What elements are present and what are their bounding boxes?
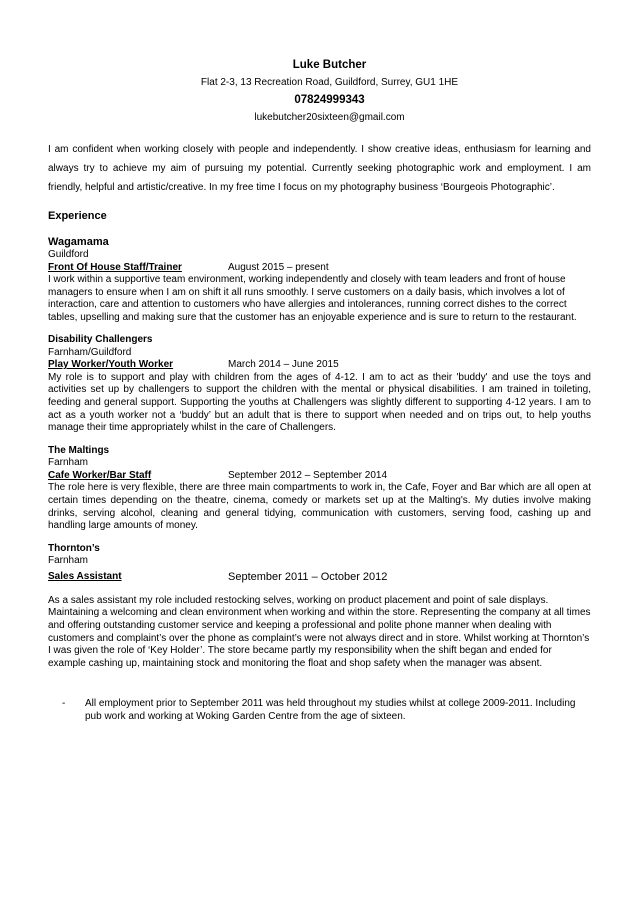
job-description: I work within a supportive team environment, working independently and closely with team leaders and front of house managers to ensure when I am on shift it all runs smoothly. I serve customers on a daily basis, which involves a lot of interaction, care and attention to customers who have allergies and intolerances, running correct dishes to the correct tables, upselling and making sure that the customer has an enjoyable experience and is sure to return to the restaurant. <box>48 274 577 323</box>
note-text: All employment prior to September 2011 was held throughout my studies whilst at college 2009-2011. Including pub work and working at Woking Garden Centre from the age of sixteen. <box>85 698 576 722</box>
job-entry <box>48 235 591 324</box>
job-role-line <box>48 570 591 584</box>
candidate-phone: 07824999343 <box>294 94 365 106</box>
job-role-line <box>48 262 591 275</box>
job-role: Cafe Worker/Bar Staff <box>48 469 152 481</box>
job-dates: March 2014 – June 2015 <box>228 359 339 371</box>
job-employer: The Maltings <box>48 444 110 456</box>
job-role: Play Worker/Youth Worker <box>48 359 174 371</box>
candidate-email: lukebutcher20sixteen@gmail.com <box>254 112 405 123</box>
job-description: The role here is very flexible, there are three main compartments to work in, the Cafe, Foyer and Bar which are all open at certain times depending on the theatre, cinema, comedy or markets set up at the Malting's. My duties involve making drinks, serving alcohol, cleaning and general tidying, communication with customers, serving food, cashing up and handling large amounts of money. <box>48 482 591 532</box>
job-role-line <box>48 470 591 483</box>
employment-note <box>48 698 591 723</box>
job-location: Guildford <box>48 249 89 260</box>
candidate-name: Luke Butcher <box>292 59 367 71</box>
job-description: My role is to support and play with children from the ages of 4-12. I am to act as their 'buddy' and use the toys and activities set up by challengers to support the children with the mental or physical disabilities. I am trained in toileting, feeding and general support. Supporting the youths at Challengers was slightly different to supporting 4-12 years. I am to act as a youth worker not a ‘buddy’ but an adult that is there to support when needed and on trips out, to help youths manage their time appropriately whilst in the care of Challengers. <box>48 371 591 434</box>
candidate-address: Flat 2-3, 13 Recreation Road, Guildford, Surrey, GU1 1HE <box>200 77 459 88</box>
job-dates: September 2011 – October 2012 <box>228 570 388 583</box>
job-role: Sales Assistant <box>48 570 122 582</box>
job-location: Farnham <box>48 555 89 567</box>
experience-heading: Experience <box>48 210 107 222</box>
job-employer: Wagamama <box>48 236 109 248</box>
job-description: As a sales assistant my role included restocking selves, working on product placement and point of sale displays. Maintaining a welcoming and clean environment when working and within the store. Representing the company at all times and offering outstanding customer service and keeping a professional and polite phone manner when dealing with customers and complaint’s over the phone as complaint’s were not always direct and in store. Whilst working at Thornton’s I was given the role of ‘Key Holder’. The store became partly my responsibility when the shift began and ended for example cashing up, maintaining stock and monitoring the float and shop safety when the manager was absent. <box>48 594 591 669</box>
job-dates: September 2012 – September 2014 <box>228 469 387 481</box>
job-entry <box>48 334 591 434</box>
job-location: Farnham/Guildford <box>48 346 132 358</box>
job-employer: Thornton’s <box>48 542 100 554</box>
job-dates: August 2015 – present <box>228 261 329 273</box>
job-location: Farnham <box>48 457 89 469</box>
personal-summary: I am confident when working closely with people and independently. I show creative ideas, enthusiasm for learning and always try to achieve my aim of pursuing my potential. Currently seeking photographic work and employment. I am friendly, helpful and artistic/creative. In my free time I focus on my photography business ‘Bourgeois Photographic’. <box>48 144 591 193</box>
job-role-line <box>48 359 591 372</box>
cv-header <box>68 58 591 124</box>
job-employer: Disability Challengers <box>48 334 153 346</box>
note-bullet: - <box>62 698 66 710</box>
job-role: Front Of House Staff/Trainer <box>48 261 182 273</box>
cv-page <box>48 58 591 723</box>
job-entry <box>48 543 591 671</box>
job-entry <box>48 445 591 533</box>
